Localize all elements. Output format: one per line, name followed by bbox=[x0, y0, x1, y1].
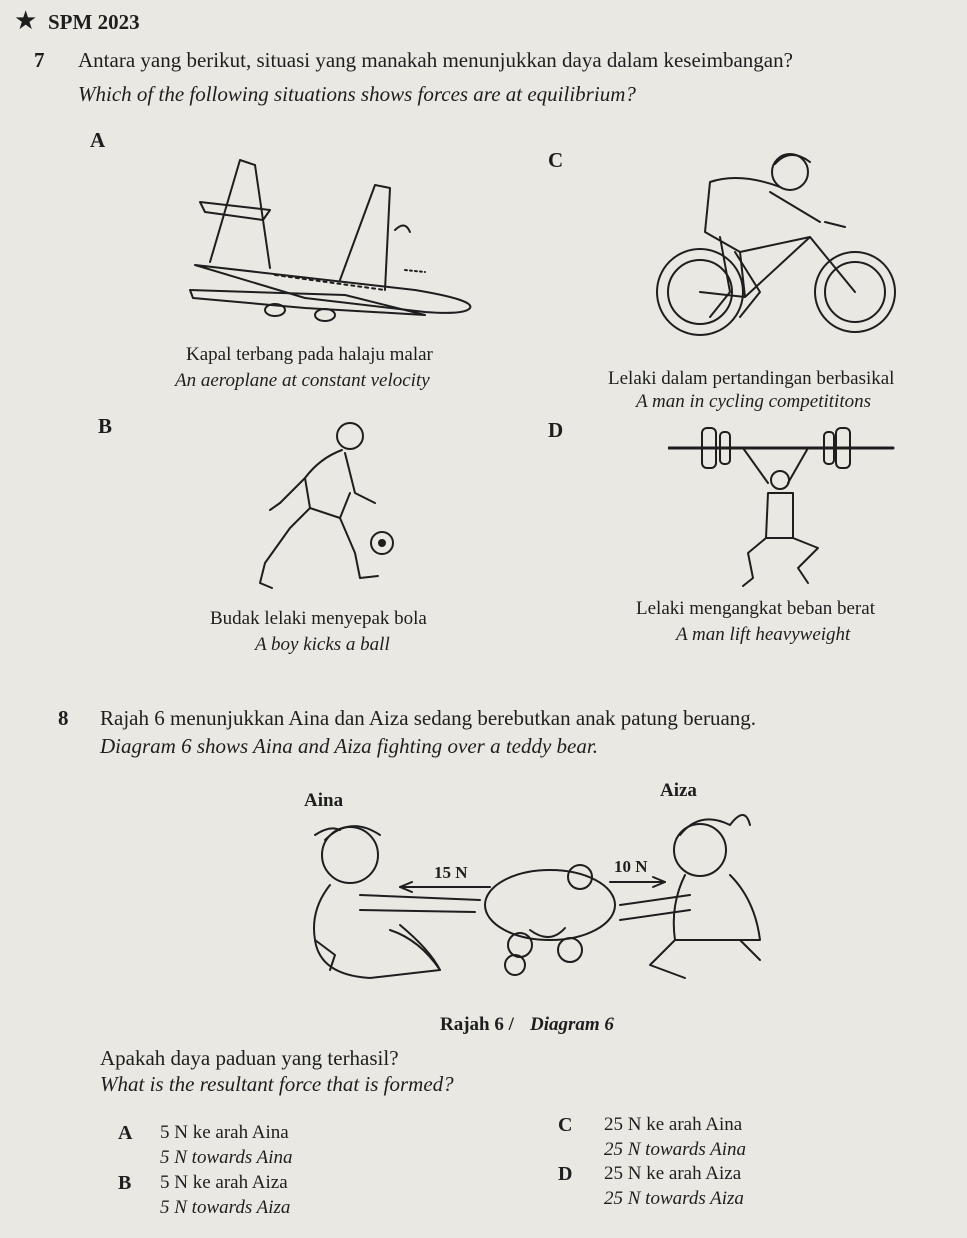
q8-option-a-letter[interactable]: A bbox=[118, 1122, 133, 1144]
q7-option-b-caption-en: A boy kicks a ball bbox=[255, 634, 390, 655]
q7-option-b-caption-ms: Budak lelaki menyepak bola bbox=[210, 608, 427, 629]
q8-question-ms: Apakah daya paduan yang terhasil? bbox=[100, 1046, 399, 1070]
diagram-6-caption-en: Diagram 6 bbox=[530, 1014, 614, 1035]
q8-number: 8 bbox=[58, 706, 69, 730]
q8-option-d-ms[interactable]: 25 N ke arah Aiza bbox=[604, 1163, 742, 1184]
q8-option-c-letter[interactable]: C bbox=[558, 1114, 573, 1136]
q7-option-d-letter[interactable]: D bbox=[548, 418, 564, 442]
aina-label: Aina bbox=[304, 790, 344, 811]
force-10n-label: 10 N bbox=[614, 857, 648, 876]
q8-option-a-en[interactable]: 5 N towards Aina bbox=[160, 1147, 293, 1168]
q7-option-d-caption-ms: Lelaki mengangkat beban berat bbox=[636, 598, 875, 619]
q8-question-en: What is the resultant force that is formed? bbox=[100, 1072, 454, 1096]
q7-option-a-caption-ms: Kapal terbang pada halaju malar bbox=[186, 344, 433, 365]
q7-option-c-letter[interactable]: C bbox=[548, 148, 564, 172]
boy-kicking-ball-illustration bbox=[250, 418, 430, 608]
q7-option-d-caption-en: A man lift heavyweight bbox=[676, 624, 851, 645]
q8-option-c-ms[interactable]: 25 N ke arah Aina bbox=[604, 1114, 743, 1135]
star-icon: ★ bbox=[14, 6, 38, 35]
q7-text-ms: Antara yang berikut, situasi yang manakah menunjukkan daya dalam keseimbangan? bbox=[78, 48, 793, 72]
diagram-6-caption-ms: Rajah 6 / bbox=[440, 1014, 514, 1035]
q7-option-a-caption-en: An aeroplane at constant velocity bbox=[175, 370, 430, 391]
q8-text-en: Diagram 6 shows Aina and Aiza fighting over a teddy bear. bbox=[100, 734, 598, 758]
q8-text-ms: Rajah 6 menunjukkan Aina dan Aiza sedang berebutkan anak patung beruang. bbox=[100, 706, 757, 730]
q8-option-d-letter[interactable]: D bbox=[558, 1163, 573, 1185]
q8-option-a-ms[interactable]: 5 N ke arah Aina bbox=[160, 1122, 289, 1143]
q8-option-d-en[interactable]: 25 N towards Aiza bbox=[604, 1188, 744, 1209]
q7-option-c-caption-ms: Lelaki dalam pertandingan berbasikal bbox=[608, 368, 895, 389]
q8-option-b-ms[interactable]: 5 N ke arah Aiza bbox=[160, 1172, 288, 1193]
q7-option-b-letter[interactable]: B bbox=[98, 414, 113, 438]
source-title: SPM 2023 bbox=[48, 10, 140, 34]
q8-option-b-letter[interactable]: B bbox=[118, 1172, 132, 1194]
weightlifter-illustration bbox=[668, 418, 908, 593]
q8-option-b-en[interactable]: 5 N towards Aiza bbox=[160, 1197, 291, 1218]
aiza-label: Aiza bbox=[660, 780, 697, 801]
aeroplane-illustration bbox=[185, 140, 485, 340]
q7-text-en: Which of the following situations shows forces are at equilibrium? bbox=[78, 82, 636, 106]
tug-of-war-teddy-illustration bbox=[290, 800, 790, 1000]
force-15n-label: 15 N bbox=[434, 863, 468, 882]
q8-option-c-en[interactable]: 25 N towards Aina bbox=[604, 1139, 746, 1160]
q7-number: 7 bbox=[34, 48, 45, 72]
cyclist-illustration bbox=[650, 142, 900, 342]
q7-option-a-letter[interactable]: A bbox=[90, 128, 106, 152]
q7-option-c-caption-en: A man in cycling competititons bbox=[636, 391, 871, 412]
